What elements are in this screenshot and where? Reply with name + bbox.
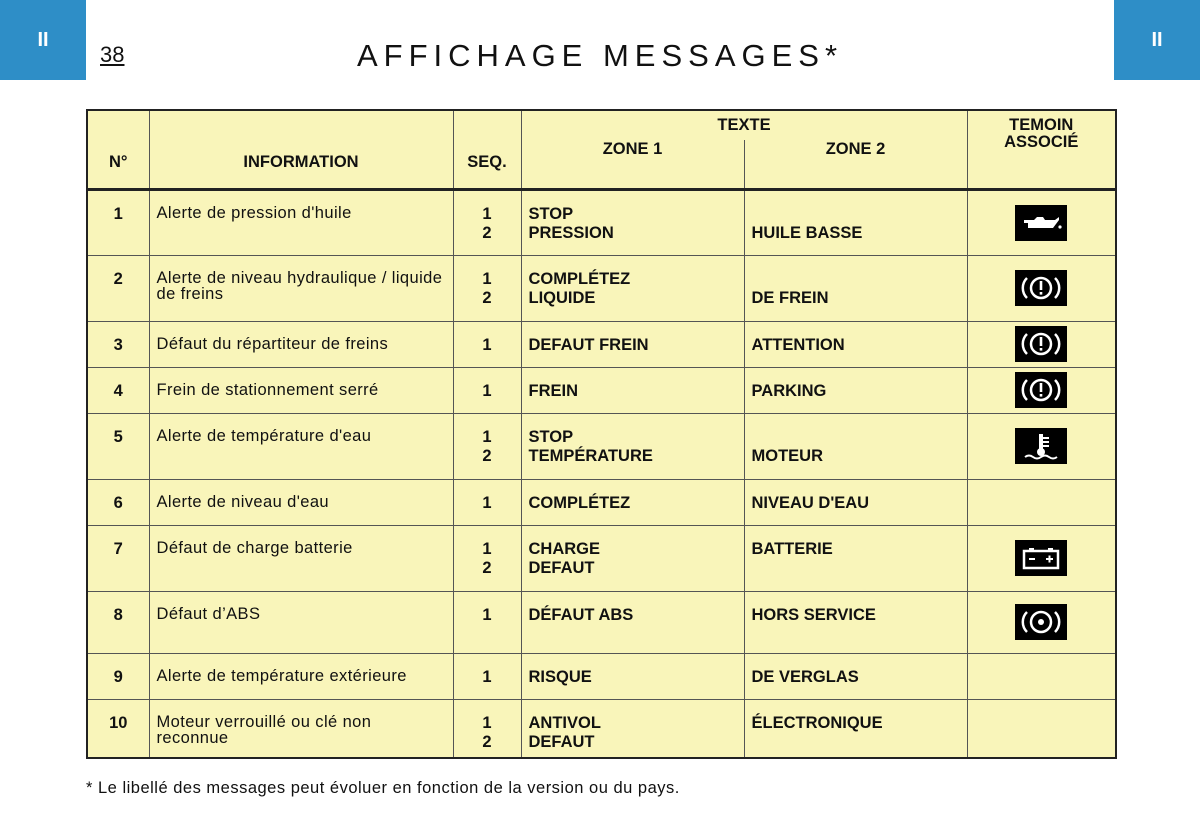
seq-value: 1	[482, 668, 492, 686]
header-zone1: ZONE 1	[521, 140, 744, 190]
row-number: 3	[87, 322, 149, 368]
row-zone1	[521, 368, 744, 414]
zone1-text: PRESSION	[528, 224, 614, 242]
zone2-text: BATTERIE	[751, 540, 833, 558]
zone1-text: DEFAUT FREIN	[528, 336, 649, 354]
row-temoin	[967, 414, 1116, 480]
brake-warning-icon	[1015, 326, 1067, 362]
header-temoin-line1: TEMOIN	[1009, 116, 1074, 134]
zone2-text: PARKING	[751, 382, 827, 400]
row-information: Défaut du répartiteur de freins	[149, 322, 453, 368]
zone2-text: DE FREIN	[751, 289, 829, 307]
header-temoin-line2: ASSOCIÉ	[1004, 133, 1079, 151]
table-row	[87, 414, 1116, 480]
row-seq	[453, 322, 521, 368]
row-number: 7	[87, 526, 149, 592]
zone2-text	[752, 205, 961, 224]
row-zone2	[744, 592, 967, 654]
row-zone1	[521, 256, 744, 322]
row-number: 4	[87, 368, 149, 414]
zone2-text: ÉLECTRONIQUE	[751, 714, 883, 732]
header-zone2: ZONE 2	[744, 140, 967, 190]
row-information: Moteur verrouillé ou clé non reconnue	[149, 700, 453, 758]
row-seq	[453, 526, 521, 592]
row-number: 2	[87, 256, 149, 322]
row-seq	[453, 480, 521, 526]
row-zone1	[521, 654, 744, 700]
row-seq	[453, 256, 521, 322]
zone1-text: CHARGE	[528, 540, 601, 558]
seq-value: 1	[482, 428, 492, 446]
header-seq: SEQ.	[453, 110, 521, 190]
zone1-text: COMPLÉTEZ	[528, 494, 631, 512]
zone2-text: HUILE BASSE	[751, 224, 863, 242]
row-information: Défaut d’ABS	[149, 592, 453, 654]
zone1-text: DEFAUT	[528, 733, 595, 751]
table-row	[87, 592, 1116, 654]
seq-value: 1	[482, 606, 492, 624]
coolant-temperature-icon	[1015, 428, 1067, 464]
zone1-text: COMPLÉTEZ	[528, 270, 631, 288]
row-zone1	[521, 700, 744, 758]
zone2-text: ATTENTION	[751, 336, 845, 354]
zone2-text: NIVEAU D'EAU	[751, 494, 870, 512]
battery-icon	[1015, 540, 1067, 576]
zone1-text: DÉFAUT ABS	[528, 606, 634, 624]
row-number: 1	[87, 190, 149, 256]
seq-value: 2	[482, 447, 492, 465]
row-temoin	[967, 256, 1116, 322]
row-zone1	[521, 526, 744, 592]
row-zone2	[744, 414, 967, 480]
row-number: 9	[87, 654, 149, 700]
row-seq	[453, 700, 521, 758]
zone2-text: MOTEUR	[751, 447, 823, 465]
row-zone1	[521, 592, 744, 654]
table-row	[87, 256, 1116, 322]
seq-value: 1	[482, 382, 492, 400]
zone1-text: RISQUE	[528, 668, 592, 686]
row-zone2	[744, 526, 967, 592]
row-number: 5	[87, 414, 149, 480]
seq-value: 1	[482, 494, 492, 512]
row-zone1	[521, 322, 744, 368]
row-temoin	[967, 368, 1116, 414]
section-tab-left-label: II	[37, 28, 49, 51]
seq-value: 2	[482, 733, 492, 751]
row-number: 6	[87, 480, 149, 526]
zone1-text: DEFAUT	[528, 559, 595, 577]
row-zone2	[744, 256, 967, 322]
messages-table	[86, 109, 1117, 759]
table-row	[87, 654, 1116, 700]
brake-warning-icon	[1015, 372, 1067, 408]
header-temoin	[967, 110, 1116, 190]
zone1-text: FREIN	[528, 382, 578, 400]
page-number: 38	[100, 42, 125, 67]
row-temoin	[967, 190, 1116, 256]
zone2-text: HORS SERVICE	[751, 606, 876, 624]
row-temoin	[967, 526, 1116, 592]
zone2-text: DE VERGLAS	[751, 668, 859, 686]
seq-value: 1	[482, 714, 492, 732]
table-row	[87, 322, 1116, 368]
seq-value: 1	[482, 270, 492, 288]
row-information: Alerte de pression d'huile	[149, 190, 453, 256]
seq-value: 1	[482, 336, 492, 354]
row-information: Frein de stationnement serré	[149, 368, 453, 414]
row-zone2	[744, 368, 967, 414]
row-temoin	[967, 700, 1116, 758]
row-seq	[453, 190, 521, 256]
header-texte: TEXTE	[521, 110, 967, 140]
footnote: * Le libellé des messages peut évoluer en fonction de la version ou du pays.	[86, 779, 680, 797]
row-zone2	[744, 700, 967, 758]
row-zone1	[521, 414, 744, 480]
row-temoin	[967, 322, 1116, 368]
row-information: Défaut de charge batterie	[149, 526, 453, 592]
row-zone2	[744, 322, 967, 368]
seq-value: 1	[482, 205, 492, 223]
brake-warning-icon	[1015, 270, 1067, 306]
header-information: INFORMATION	[149, 110, 453, 190]
row-zone2	[744, 654, 967, 700]
table-row	[87, 368, 1116, 414]
table-row	[87, 526, 1116, 592]
row-information: Alerte de niveau hydraulique / liquide de freins	[149, 256, 453, 322]
row-zone1	[521, 480, 744, 526]
table-row	[87, 700, 1116, 758]
row-zone2	[744, 190, 967, 256]
oil-pressure-icon	[1015, 205, 1067, 241]
row-zone1	[521, 190, 744, 256]
zone2-text	[752, 270, 961, 289]
page-title: AFFICHAGE MESSAGES*	[356, 38, 844, 73]
row-seq	[453, 414, 521, 480]
row-information: Alerte de température extérieure	[149, 654, 453, 700]
zone1-text: STOP	[528, 205, 574, 223]
zone1-text: STOP	[528, 428, 574, 446]
row-information: Alerte de température d'eau	[149, 414, 453, 480]
row-temoin	[967, 592, 1116, 654]
table-body	[87, 190, 1116, 758]
seq-value: 2	[482, 559, 492, 577]
seq-value: 1	[482, 540, 492, 558]
row-number: 8	[87, 592, 149, 654]
abs-icon	[1015, 604, 1067, 640]
zone2-text	[752, 428, 961, 447]
table-row	[87, 190, 1116, 256]
table-row	[87, 480, 1116, 526]
zone1-text: LIQUIDE	[528, 289, 596, 307]
row-zone2	[744, 480, 967, 526]
section-tab-right-label: II	[1151, 28, 1163, 51]
zone1-text: ANTIVOL	[528, 714, 601, 732]
seq-value: 2	[482, 224, 492, 242]
row-seq	[453, 654, 521, 700]
row-temoin	[967, 654, 1116, 700]
seq-value: 2	[482, 289, 492, 307]
row-seq	[453, 592, 521, 654]
row-temoin	[967, 480, 1116, 526]
row-seq	[453, 368, 521, 414]
row-number: 10	[87, 700, 149, 758]
zone1-text: TEMPÉRATURE	[528, 447, 653, 465]
header-num: N°	[87, 110, 149, 190]
row-information: Alerte de niveau d'eau	[149, 480, 453, 526]
